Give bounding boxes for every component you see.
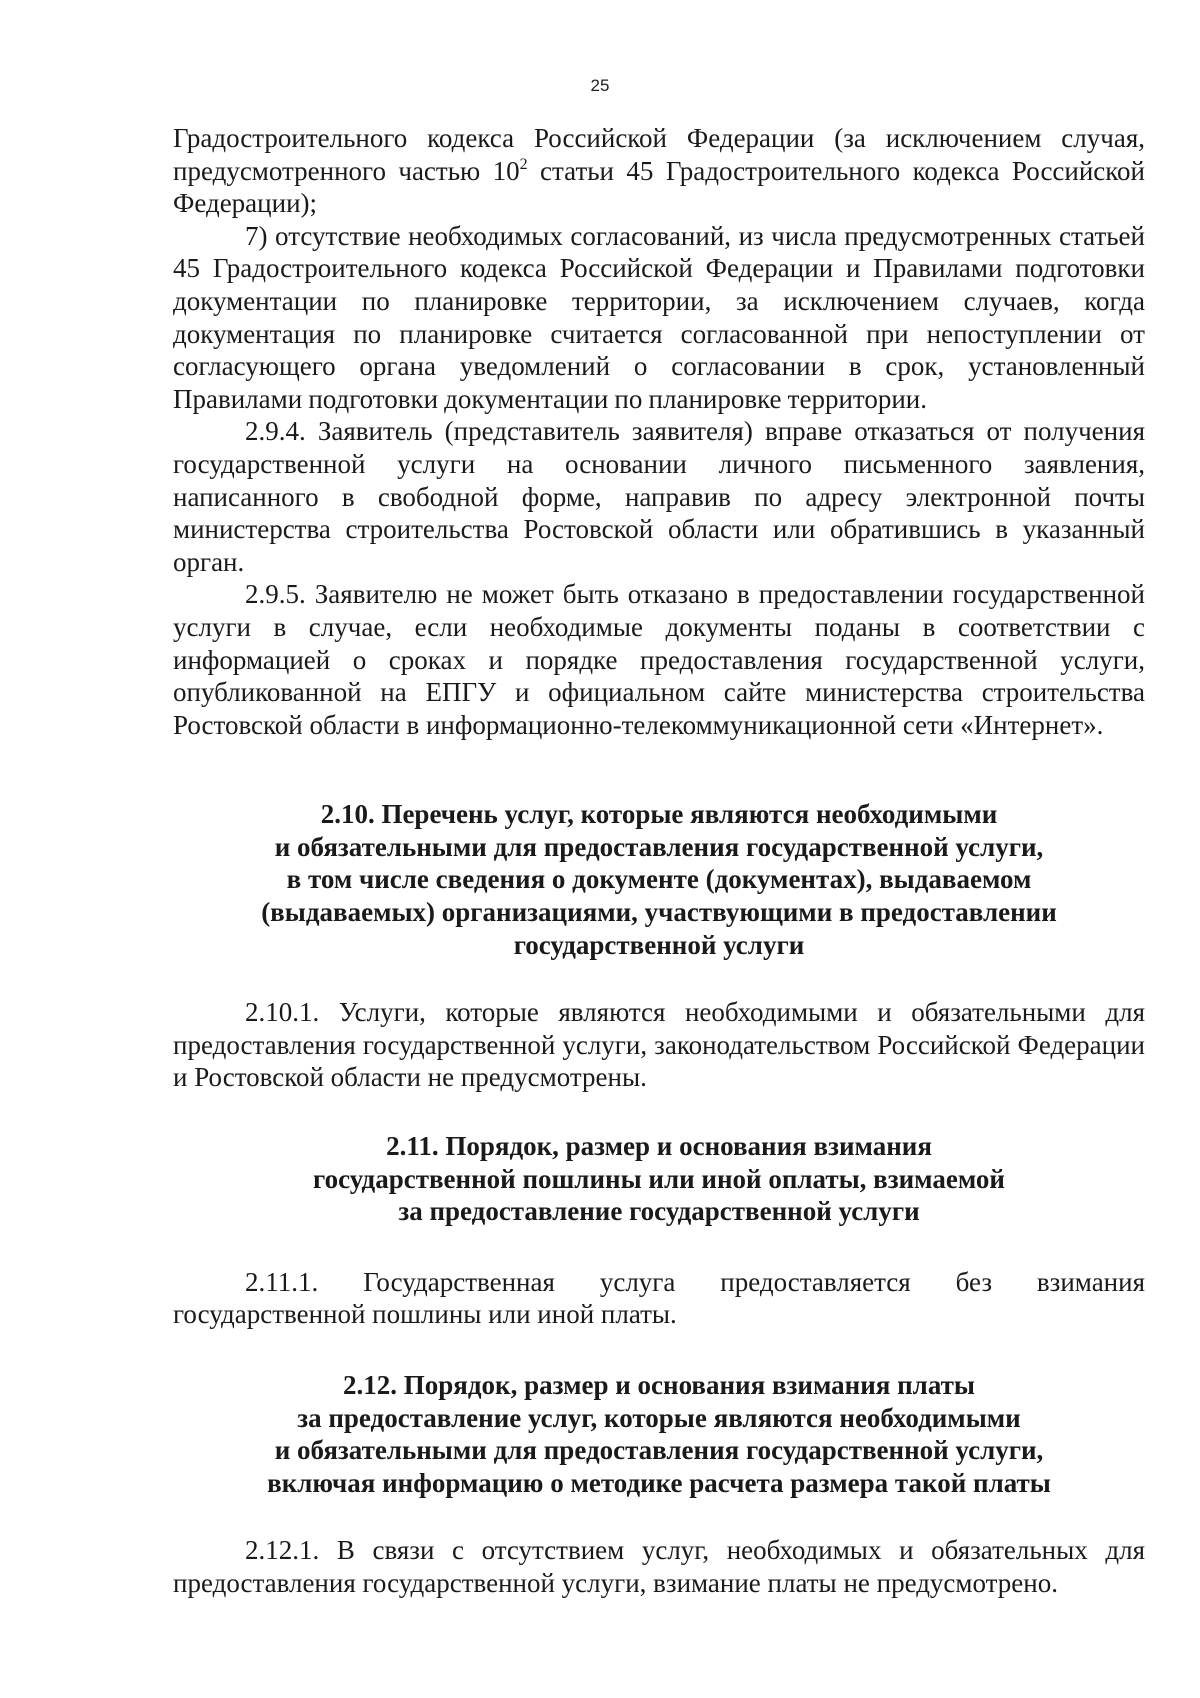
section-heading-2-12 xyxy=(173,1369,1145,1499)
paragraph-2-9-4: 2.9.4. Заявитель (представитель заявителя) вправе отказаться от получения государственной услуги на основании личного письменного заявления, написанного в свободной форме, направив по адресу электронной почты министерства строительства Ростовской области или обратившись в указанный орган. xyxy=(173,416,1145,577)
superscript: 2 xyxy=(519,155,528,173)
heading-line: и обязательными для предоставления государственной услуги, xyxy=(274,831,1044,862)
paragraph-2-12-1: 2.12.1. В связи с отсутствием услуг, необходимых и обязательных для предоставления государственной услуги, взимание платы не предусмотрено. xyxy=(173,1535,1145,1598)
heading-line: за предоставление государственной услуги xyxy=(398,1196,920,1227)
paragraph-item-7: 7) отсутствие необходимых согласований, из числа предусмотренных статьей 45 Градостроительного кодекса Российской Федерации и Правилами подготовки документации по планировке территории, за исключением случаев, когда документация по планировке считается согласованной при непоступлении от согласующего органа уведомлений о согласовании в срок, установленный Правилами подготовки документации по планировке территории. xyxy=(173,220,1145,414)
heading-line: 2.11. Порядок, размер и основания взимания xyxy=(386,1131,932,1162)
heading-line: в том числе сведения о документе (документах), выдаваемом xyxy=(286,864,1032,895)
paragraph-2-10-1: 2.10.1. Услуги, которые являются необходимыми и обязательными для предоставления государственной услуги, законодательством Российской Федерации и Ростовской области не предусмотрены. xyxy=(173,997,1145,1093)
paragraph-2-9-5: 2.9.5. Заявителю не может быть отказано в предоставлении государственной услуги в случае, если необходимые документы поданы в соответствии с информацией о сроках и порядке предоставления государственной услуги, опубликованной на ЕПГУ и официальном сайте министерства строительства Ростовской области в информационно-телекоммуникационной сети «Интернет». xyxy=(173,579,1145,740)
paragraph-text: статьи 45 Градостроительного кодекса Российской Федерации); xyxy=(173,155,1145,219)
heading-line: включая информацию о методике расчета размера такой платы xyxy=(267,1467,1051,1498)
paragraph-text: Градостроительного кодекса Российской Федерации (за исключением случая, предусмотренного частью 10 xyxy=(173,123,1145,186)
heading-line: и обязательными для предоставления государственной услуги, xyxy=(274,1435,1044,1466)
section-heading-2-10 xyxy=(173,798,1145,961)
heading-line: за предоставление услуг, которые являются необходимыми xyxy=(297,1402,1021,1433)
paragraph-2-11-1: 2.11.1. Государственная услуга предоставляется без взимания государственной пошлины или иной платы. xyxy=(173,1266,1145,1330)
heading-line: государственной услуги xyxy=(513,929,805,960)
heading-line: (выдаваемых) организациями, участвующими в предоставлении xyxy=(261,897,1057,928)
document-body xyxy=(173,122,1145,1600)
heading-line: 2.12. Порядок, размер и основания взимания платы xyxy=(343,1370,975,1400)
heading-line: государственной пошлины или иной оплаты, взимаемой xyxy=(313,1163,1005,1194)
paragraph-continuation xyxy=(173,122,1145,220)
heading-line: 2.10. Перечень услуг, которые являются необходимыми xyxy=(320,799,998,830)
page-number: 25 xyxy=(590,76,610,95)
section-heading-2-11 xyxy=(173,1130,1145,1228)
